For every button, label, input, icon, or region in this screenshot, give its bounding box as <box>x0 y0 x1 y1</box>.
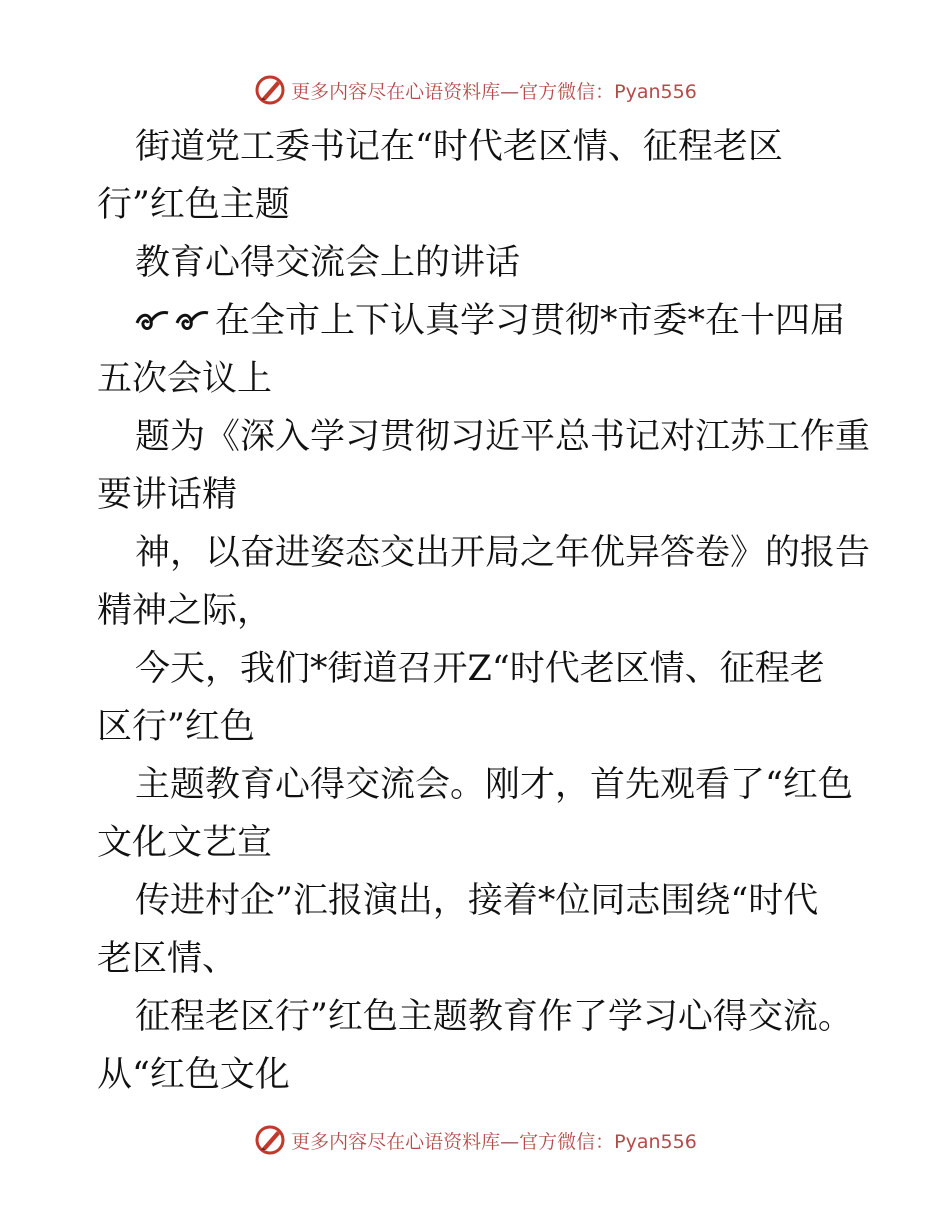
text-line-with-ornament <box>97 292 857 350</box>
pen-logo-icon <box>253 73 287 107</box>
footer-watermark-banner <box>0 1120 950 1160</box>
text-line: 街道党工委书记在“时代老区情、征程老区 <box>135 127 783 167</box>
text-line: 传进村企”汇报演出，接着*位同志围绕“时代 <box>135 881 819 921</box>
text-line: 从“红色文化 <box>97 1055 290 1095</box>
text-line: 征程老区行”红色主题教育作了学习心得交流。 <box>135 997 853 1037</box>
banner-text: 更多内容尽在心语资料库—官方微信：Pyan556 <box>291 1130 697 1153</box>
text-line: 教育心得交流会上的讲话 <box>135 243 521 283</box>
document-body <box>97 118 871 1104</box>
text-line: 行”红色主题 <box>97 185 290 225</box>
text-line: 神，以奋进姿态交出开局之年优异答卷》的报告 <box>135 533 871 573</box>
text-line: 文化文艺宣 <box>97 823 273 863</box>
banner-text: 更多内容尽在心语资料库—官方微信：Pyan556 <box>291 80 697 103</box>
text-line: 五次会议上 <box>97 359 273 399</box>
header-watermark-banner <box>0 70 950 110</box>
pen-logo-icon <box>253 1123 287 1157</box>
text-line: 今天，我们*街道召开Z“时代老区情、征程老 <box>135 649 825 689</box>
text-line: 精神之际， <box>97 591 273 631</box>
text-line: 老区情、 <box>97 939 238 979</box>
text-line: 区行”红色 <box>97 707 255 747</box>
text-line: 主题教育心得交流会。刚才，首先观看了“红色 <box>135 765 853 805</box>
ornament-icon <box>135 305 171 335</box>
text-line-content: 在全市上下认真学习贯彻*市委*在十四届 <box>215 301 846 341</box>
ornament-icon <box>175 305 211 335</box>
text-line: 要讲话精 <box>97 475 238 515</box>
text-line: 题为《深入学习贯彻习近平总书记对江苏工作重 <box>135 417 871 457</box>
